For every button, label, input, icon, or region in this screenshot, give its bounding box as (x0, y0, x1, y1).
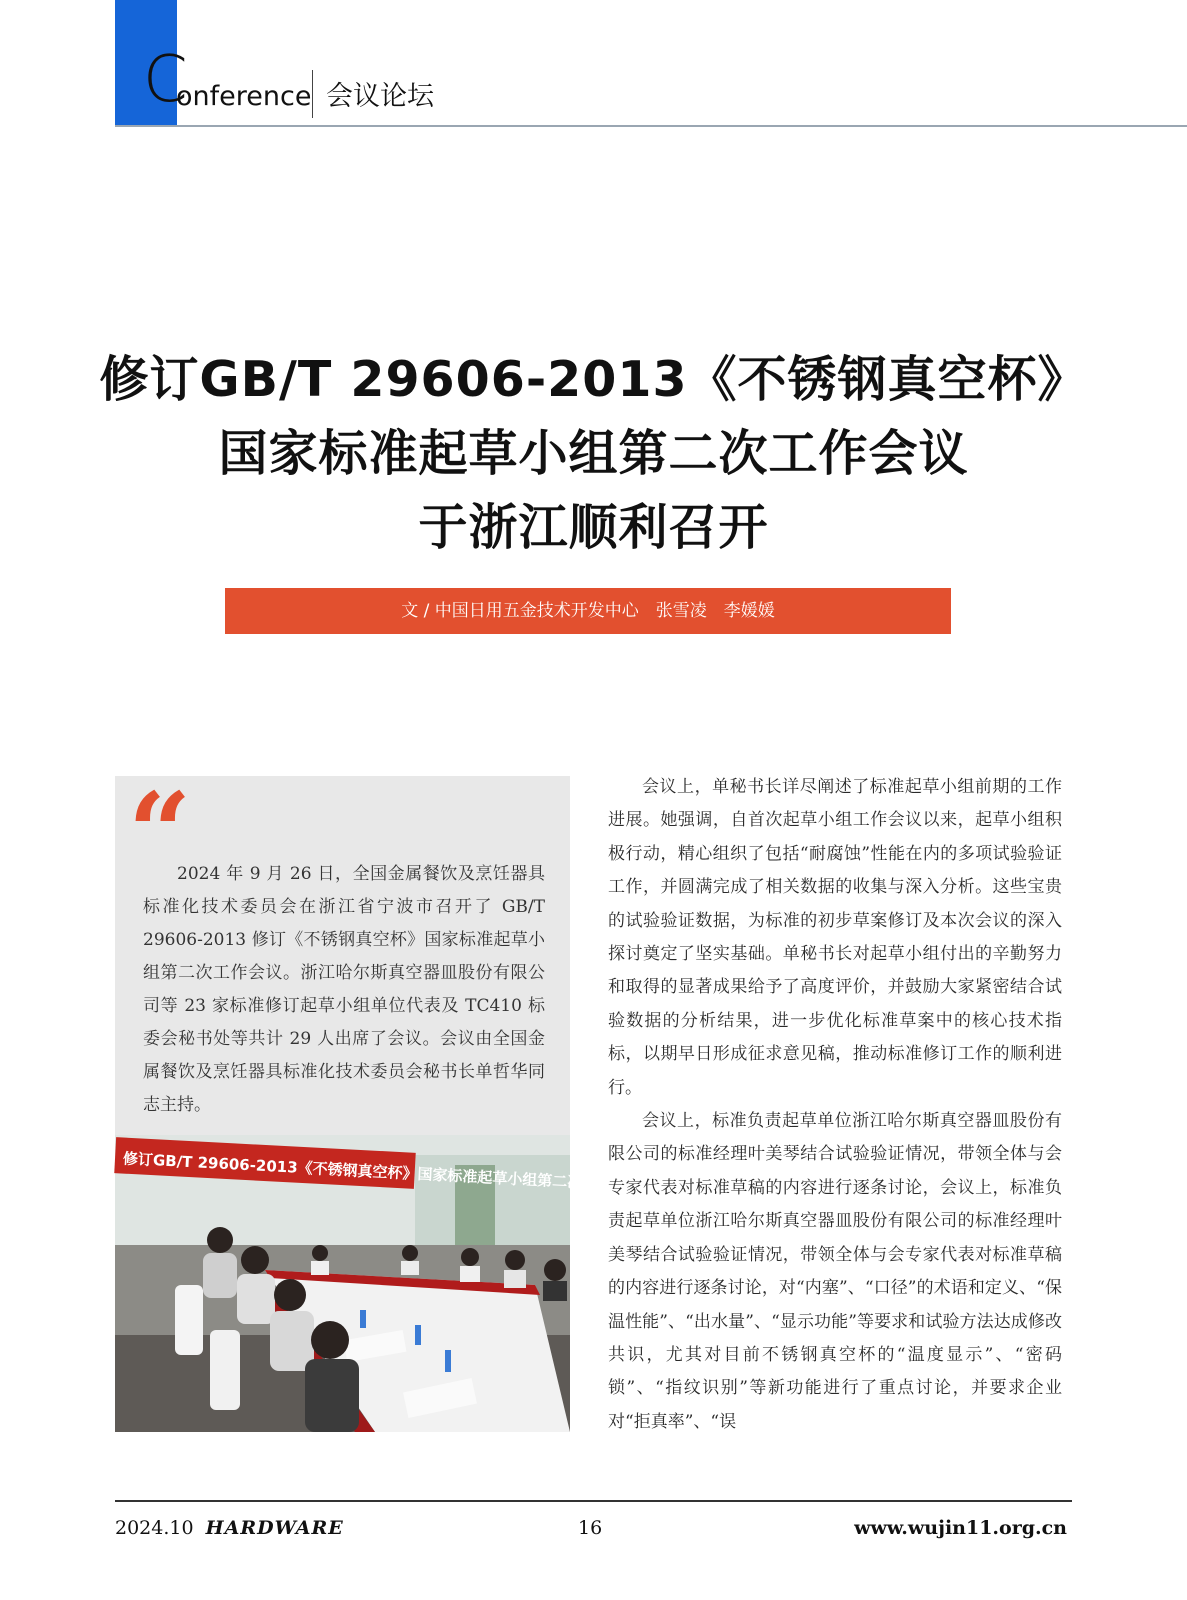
footer-magazine: HARDWARE (205, 1517, 344, 1539)
article-body (608, 771, 1062, 1439)
page-number: 16 (578, 1517, 603, 1539)
title-line-2: 国家标准起草小组第二次工作会议 (218, 425, 969, 482)
intro-paragraph: 2024 年 9 月 26 日，全国金属餐饮及烹饪器具标准化技术委员会在浙江省宁波市召开了 GB/T 29606-2013 修订《不锈钢真空杯》国家标准起草小组第二次工作会议。浙江哈尔斯真空器皿股份有限公司等 23 家标准修订起草小组单位代表及 TC410 标委会秘书处等共计 29 人出席了会议。会议由全国金属餐饮及烹饪器具标准化技术委员会秘书长单哲华同志主持。 (143, 864, 545, 1115)
header-word: onference (176, 81, 312, 112)
footer-issue (115, 1517, 344, 1539)
footer-date: 2024.10 (115, 1517, 194, 1539)
quote-mark-icon: “ (128, 768, 192, 897)
body-paragraph-2: 会议上，标准负责起草单位浙江哈尔斯真空器皿股份有限公司的标准经理叶美琴结合试验验证情况，带领全体与会专家代表对标准草稿的内容进行逐条讨论，会议上，标准负责起草单位浙江哈尔斯真空器皿股份有限公司的标准经理叶美琴结合试验验证情况，带领全体与会专家代表对标准草稿的内容进行逐条讨论，对“内塞”、“口径”的术语和定义、“保温性能”、“出水量”、“显示功能”等要求和试验方法达成修改共识，尤其对目前不锈钢真空杯的“温度显示”、“密码锁”、“指纹识别”等新功能进行了重点讨论，并要求企业对“拒真率”、“误 (608, 1111, 1062, 1432)
meeting-photo-illustration (115, 1135, 643, 1432)
article-title (60, 343, 1127, 565)
section-title: 会议论坛 (326, 81, 434, 112)
header-initial: C (143, 43, 188, 117)
title-line-1: 修订GB/T 29606-2013《不锈钢真空杯》 (99, 351, 1088, 408)
photo-banner-text: 修订GB/T 29606-2013《不锈钢真空杯》国家标准起草小组第二次工作会议 (122, 1149, 643, 1195)
header-divider (312, 70, 313, 118)
footer-url[interactable]: www.wujin11.org.cn (854, 1517, 1067, 1539)
meeting-photo (115, 1135, 643, 1432)
body-paragraph-1: 会议上，单秘书长详尽阐述了标准起草小组前期的工作进展。她强调，自首次起草小组工作会议以来，起草小组积极行动，精心组织了包括“耐腐蚀”性能在内的多项试验验证工作，并圆满完成了相关数据的收集与深入分析。这些宝贵的试验验证数据，为标准的初步草案修订及本次会议的深入探讨奠定了坚实基础。单秘书长对起草小组付出的辛勤努力和取得的显著成果给予了高度评价，并鼓励大家紧密结合试验数据的分析结果，进一步优化标准草案中的核心技术指标，以期早日形成征求意见稿，推动标准修订工作的顺利进行。 (608, 777, 1062, 1098)
footer-rule (115, 1500, 1072, 1502)
byline-banner: 文 / 中国日用五金技术开发中心 张雪凌 李媛媛 (225, 588, 951, 634)
title-line-3: 于浙江顺利召开 (418, 499, 769, 556)
header-rule (115, 125, 1187, 127)
